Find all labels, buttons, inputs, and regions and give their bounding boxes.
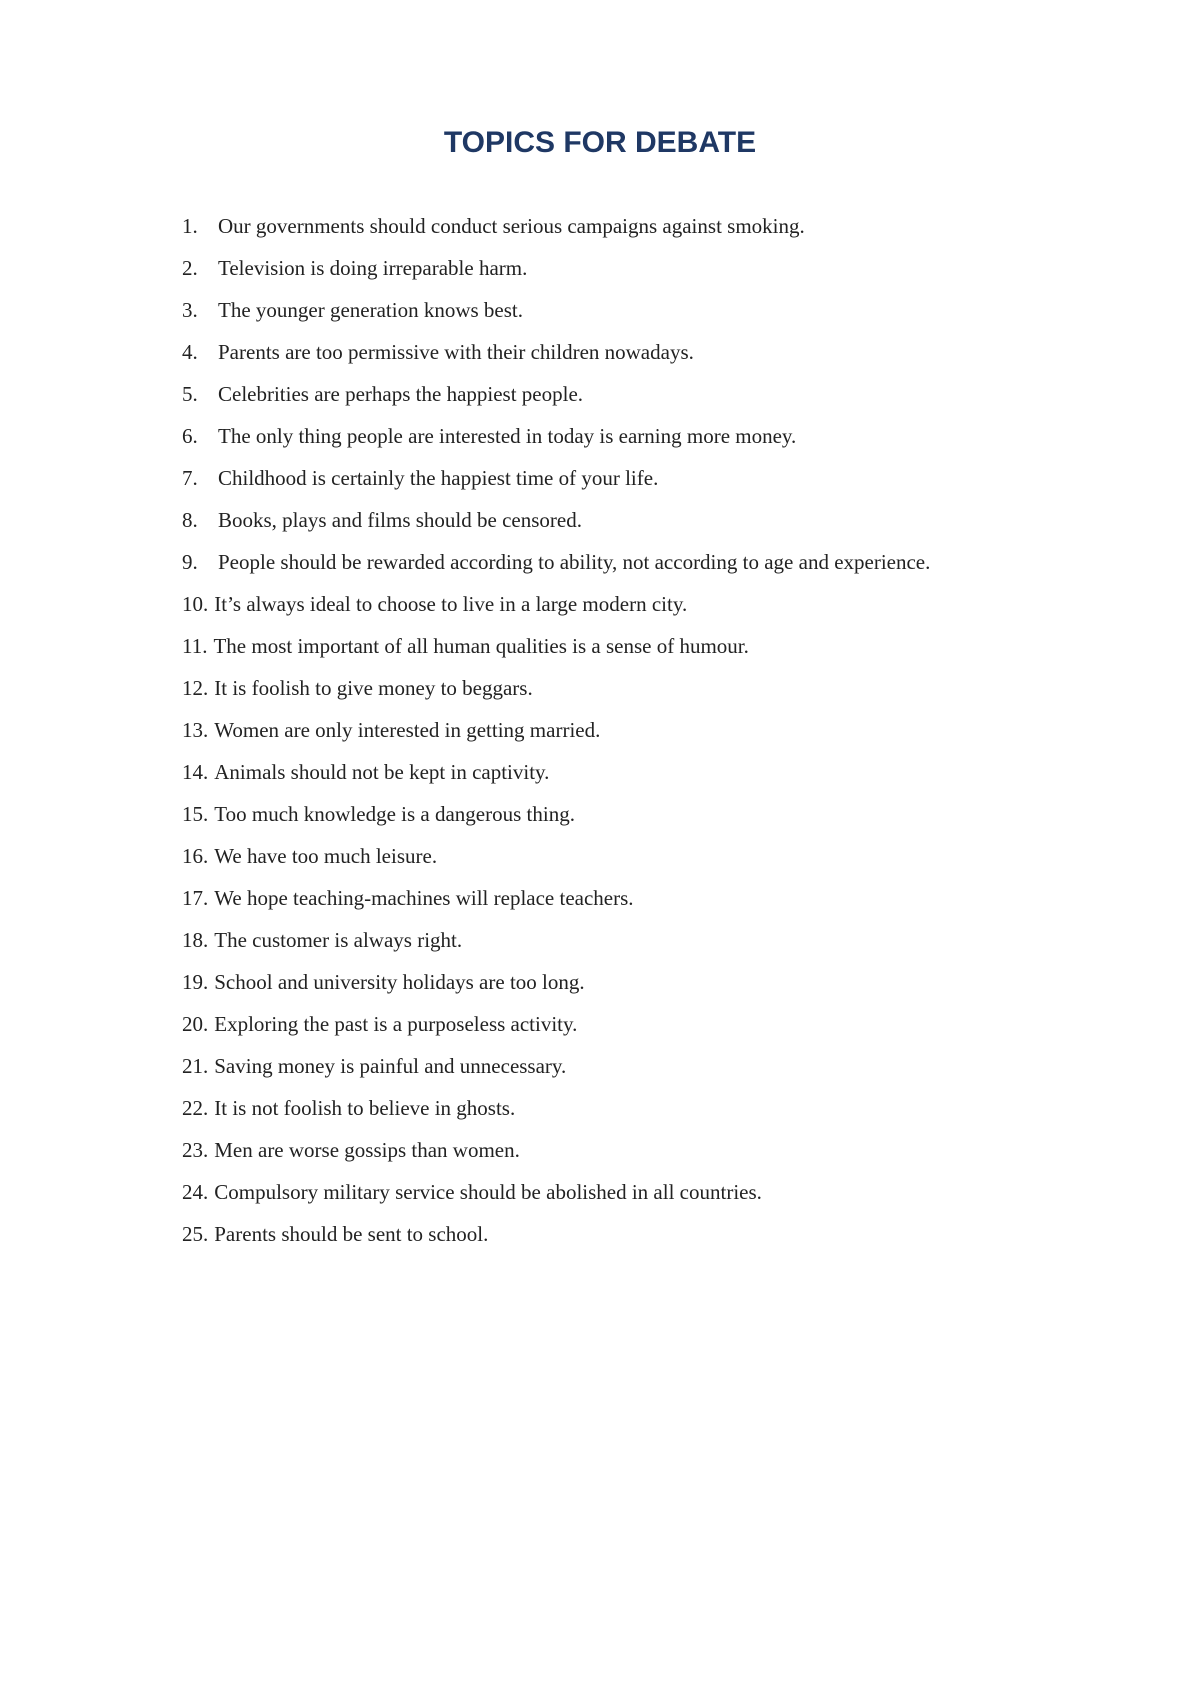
list-item [182, 380, 930, 422]
list-item-number: 23. [182, 1138, 209, 1162]
list-item-number: 3. [182, 298, 198, 322]
list-item [182, 1052, 930, 1094]
list-item-text: Childhood is certainly the happiest time of your life. [218, 466, 659, 490]
list-item-text: Parents are too permissive with their children nowadays. [218, 340, 694, 364]
list-item-number: 20. [182, 1012, 209, 1036]
list-item [182, 1220, 930, 1262]
list-item [182, 1010, 930, 1052]
list-item-text: Too much knowledge is a dangerous thing. [214, 802, 575, 826]
list-item [182, 590, 930, 632]
list-item-text: Books, plays and films should be censored. [218, 508, 582, 532]
list-item [182, 548, 930, 590]
list-item-number: 24. [182, 1180, 209, 1204]
list-item-number: 10. [182, 592, 209, 616]
list-item [182, 716, 930, 758]
list-item [182, 338, 930, 380]
list-item [182, 926, 930, 968]
topics-list [182, 212, 930, 1262]
list-item-number: 17. [182, 886, 209, 910]
list-item-text: We hope teaching-machines will replace teachers. [214, 886, 634, 910]
list-item-number: 14. [182, 760, 209, 784]
list-item-text: It is foolish to give money to beggars. [214, 676, 533, 700]
list-item [182, 884, 930, 926]
list-item [182, 296, 930, 338]
list-item-text: The only thing people are interested in today is earning more money. [218, 424, 797, 448]
list-item-text: Saving money is painful and unnecessary. [214, 1054, 567, 1078]
list-item-number: 5. [182, 382, 198, 406]
list-item-text: Men are worse gossips than women. [214, 1138, 520, 1162]
list-item [182, 968, 930, 1010]
list-item-text: Our governments should conduct serious campaigns against smoking. [218, 214, 805, 238]
list-item-text: People should be rewarded according to ability, not according to age and experience. [218, 550, 931, 574]
list-item-text: School and university holidays are too long. [214, 970, 585, 994]
list-item-text: The customer is always right. [214, 928, 463, 952]
list-item-number: 16. [182, 844, 209, 868]
list-item-number: 1. [182, 214, 198, 238]
list-item [182, 674, 930, 716]
list-item-number: 7. [182, 466, 198, 490]
list-item [182, 758, 930, 800]
list-item [182, 1136, 930, 1178]
list-item [182, 1094, 930, 1136]
list-item-text: Compulsory military service should be abolished in all countries. [214, 1180, 762, 1204]
list-item-number: 25. [182, 1222, 209, 1246]
list-item [182, 506, 930, 548]
list-item [182, 254, 930, 296]
list-item-text: The most important of all human qualities is a sense of humour. [213, 634, 749, 658]
list-item-text: The younger generation knows best. [218, 298, 524, 322]
list-item-number: 8. [182, 508, 198, 532]
list-item-number: 11. [182, 634, 208, 658]
list-item-number: 19. [182, 970, 209, 994]
list-item-number: 22. [182, 1096, 209, 1120]
list-item [182, 800, 930, 842]
list-item-number: 4. [182, 340, 198, 364]
list-item-number: 6. [182, 424, 198, 448]
list-item-number: 2. [182, 256, 198, 280]
list-item-number: 12. [182, 676, 209, 700]
list-item-text: It’s always ideal to choose to live in a large modern city. [214, 592, 688, 616]
list-item-text: Exploring the past is a purposeless activity. [214, 1012, 578, 1036]
list-item-number: 15. [182, 802, 209, 826]
document-title: TOPICS FOR DEBATE [443, 126, 757, 159]
list-item [182, 464, 930, 506]
list-item [182, 1178, 930, 1220]
list-item-text: Celebrities are perhaps the happiest people. [218, 382, 584, 406]
list-item [182, 422, 930, 464]
list-item-text: We have too much leisure. [214, 844, 438, 868]
list-item [182, 212, 930, 254]
list-item-text: Parents should be sent to school. [214, 1222, 489, 1246]
list-item-text: Women are only interested in getting married. [214, 718, 601, 742]
list-item [182, 842, 930, 884]
list-item-number: 18. [182, 928, 209, 952]
list-item-text: Animals should not be kept in captivity. [214, 760, 550, 784]
list-item-text: It is not foolish to believe in ghosts. [214, 1096, 516, 1120]
list-item-text: Television is doing irreparable harm. [218, 256, 528, 280]
list-item-number: 9. [182, 550, 198, 574]
list-item-number: 21. [182, 1054, 209, 1078]
list-item-number: 13. [182, 718, 209, 742]
list-item [182, 632, 930, 674]
